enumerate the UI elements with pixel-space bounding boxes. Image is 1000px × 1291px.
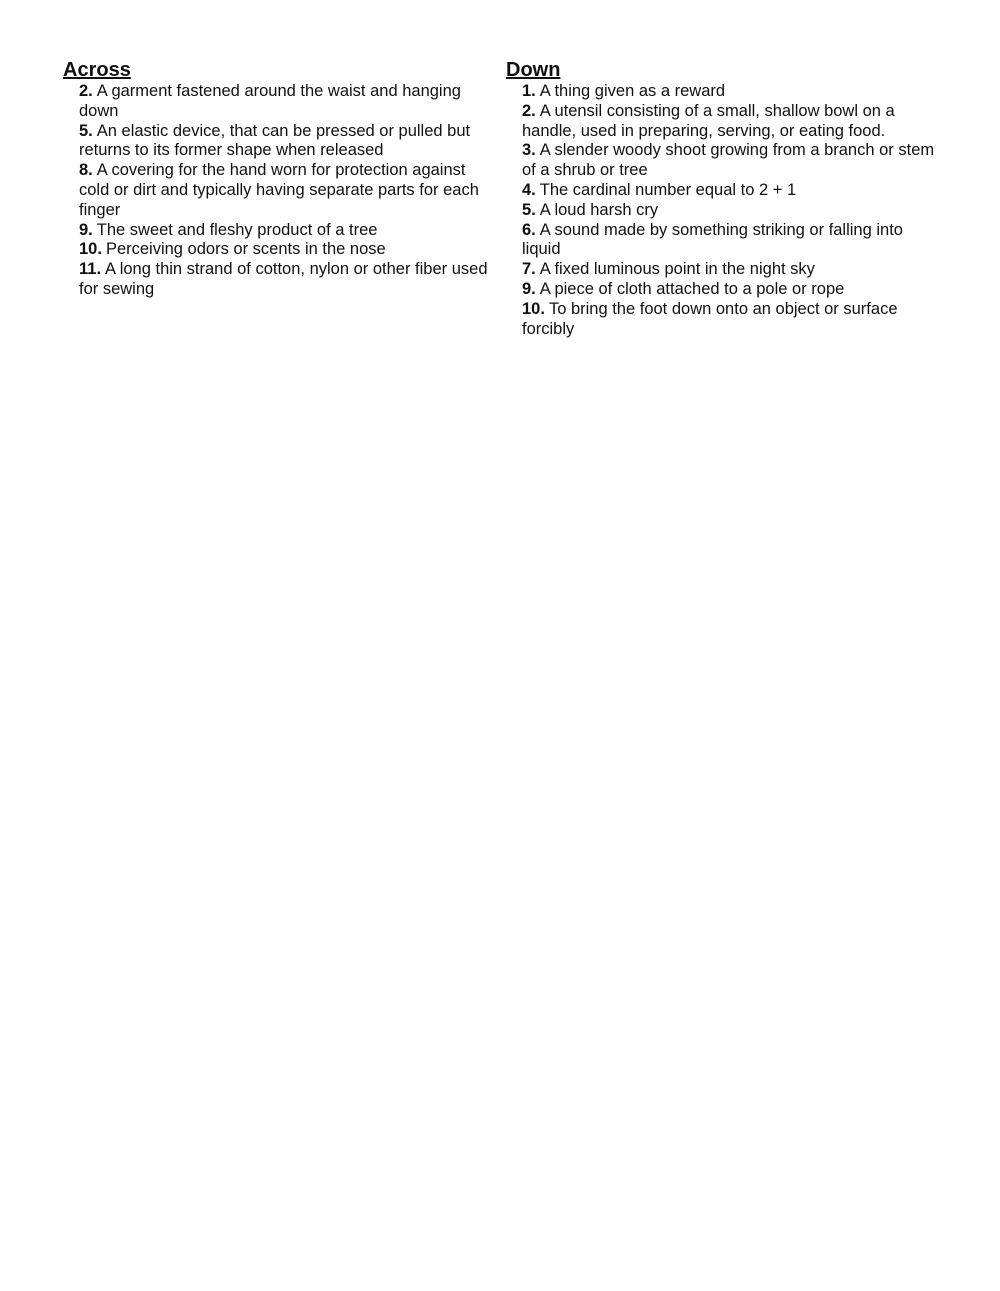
clue-text: A piece of cloth attached to a pole or rope xyxy=(539,279,845,298)
clue-number: 5. xyxy=(79,121,93,140)
clue-down-7 xyxy=(522,260,936,280)
clue-down-5 xyxy=(522,201,936,221)
clue-number: 10. xyxy=(522,299,545,318)
clue-across-5 xyxy=(79,122,493,162)
clue-across-2 xyxy=(79,82,493,122)
clue-number: 3. xyxy=(522,141,536,160)
clue-number: 5. xyxy=(522,200,536,219)
down-heading: Down xyxy=(506,59,561,81)
clue-number: 2. xyxy=(79,82,93,100)
clue-down-9 xyxy=(522,280,936,300)
clue-text: The sweet and fleshy product of a tree xyxy=(96,220,378,239)
clue-text: A slender woody shoot growing from a branch or stem of a shrub or tree xyxy=(522,141,935,180)
clue-text: A long thin strand of cotton, nylon or other fiber used for sewing xyxy=(79,260,488,298)
clue-number: 6. xyxy=(522,220,536,239)
clue-text: A fixed luminous point in the night sky xyxy=(539,260,815,279)
clue-text: A thing given as a reward xyxy=(539,82,726,100)
clue-text: Perceiving odors or scents in the nose xyxy=(105,240,386,259)
clue-down-2 xyxy=(522,102,936,142)
clue-down-3 xyxy=(522,141,936,181)
clue-text: A covering for the hand worn for protection against cold or dirt and typically having separate parts for each finger xyxy=(79,161,479,219)
clue-across-8 xyxy=(79,161,493,220)
clue-down-6 xyxy=(522,221,936,261)
clue-number: 1. xyxy=(522,82,536,100)
clue-down-4 xyxy=(522,181,936,201)
clue-number: 2. xyxy=(522,101,536,120)
clue-number: 9. xyxy=(522,279,536,298)
clue-text: A utensil consisting of a small, shallow bowl on a handle, used in preparing, serving, or eating food. xyxy=(522,101,895,140)
clue-text: The cardinal number equal to 2 + 1 xyxy=(539,180,797,199)
clue-number: 10. xyxy=(79,240,102,259)
clue-across-10 xyxy=(79,240,493,260)
down-section xyxy=(506,58,936,339)
clue-number: 11. xyxy=(79,260,102,279)
clue-text: An elastic device, that can be pressed or pulled but returns to its former shape when released xyxy=(79,121,471,160)
clue-across-11 xyxy=(79,260,493,300)
across-clue-list xyxy=(63,82,493,300)
clue-text: A garment fastened around the waist and hanging down xyxy=(79,82,461,120)
across-heading: Across xyxy=(63,59,131,81)
clue-number: 9. xyxy=(79,220,93,239)
clue-down-10 xyxy=(522,300,936,340)
clue-text: A loud harsh cry xyxy=(539,200,659,219)
clue-across-9 xyxy=(79,221,493,241)
down-clue-list xyxy=(506,82,936,339)
clue-number: 4. xyxy=(522,180,536,199)
across-section xyxy=(63,58,493,300)
clue-number: 7. xyxy=(522,260,536,279)
clue-text: A sound made by something striking or falling into liquid xyxy=(522,220,903,259)
clue-number: 8. xyxy=(79,161,93,180)
clue-down-1 xyxy=(522,82,936,102)
clue-text: To bring the foot down onto an object or surface forcibly xyxy=(522,299,898,338)
